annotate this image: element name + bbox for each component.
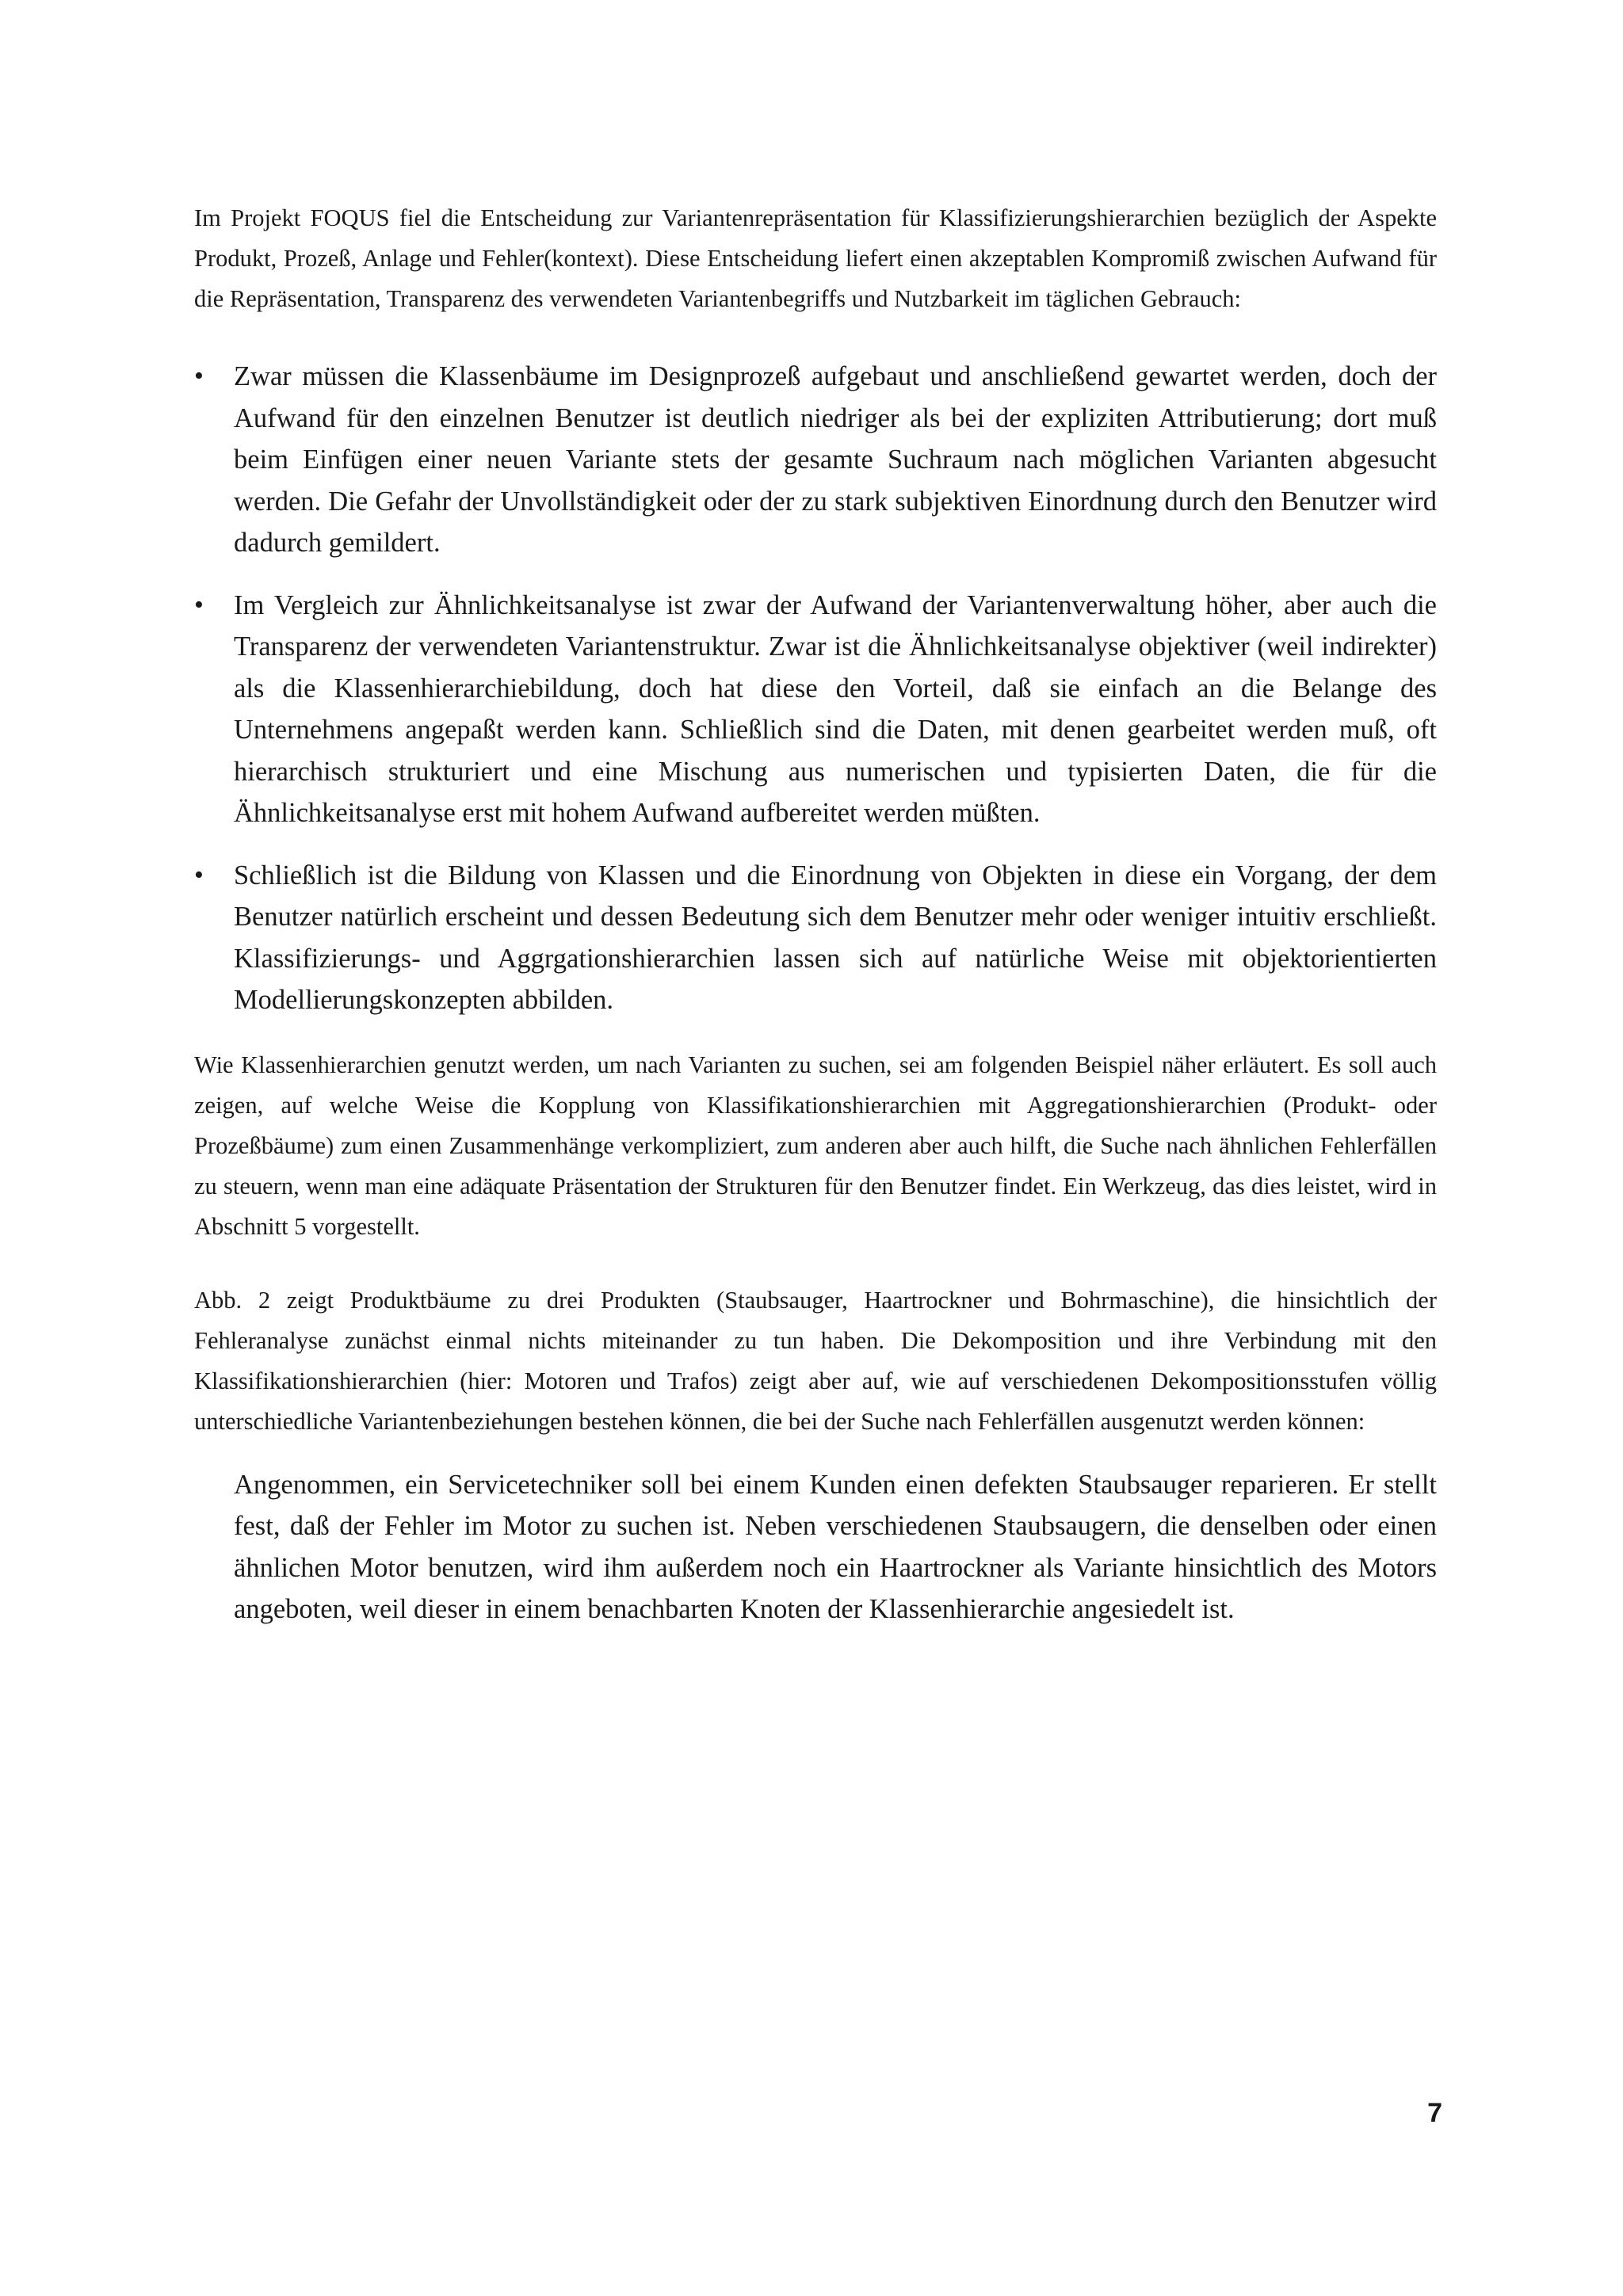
bullet-dot-icon: • bbox=[194, 860, 204, 890]
bullet-text: Schließlich ist die Bildung von Klassen und die Einordnung von Objekten in diese ein Vorgang, der dem Benutzer natürlich erscheint und dessen Bedeutung sich dem Benutzer mehr oder weniger intuitiv erschließt. Klassifizierungs- und Aggrgationshierarchien lassen sich auf natürliche Weise mit objektorientierten Modellierungskonzepten abbilden. bbox=[234, 860, 1437, 1015]
bullet-item bbox=[194, 585, 1437, 834]
bullet-dot-icon: • bbox=[194, 589, 204, 620]
text-column bbox=[194, 198, 1437, 1630]
bullet-dot-icon: • bbox=[194, 361, 204, 391]
bullet-item bbox=[194, 356, 1437, 564]
bullet-text: Im Vergleich zur Ähnlichkeitsanalyse ist zwar der Aufwand der Variantenverwaltung höher, aber auch die Transparenz der verwendeten Variantenstruktur. Zwar ist die Ähnlichkeitsanalyse objektiver (weil indirekter) als die Klassenhierarchiebildung, doch hat diese den Vorteil, daß sie einfach an die Belange des Unternehmens angepaßt werden kann. Schließlich sind die Daten, mit denen gearbeitet werden muß, oft hierarchisch strukturiert und eine Mischung aus numerischen und typisierten Daten, die für die Ähnlichkeitsanalyse erst mit hohem Aufwand aufbereitet werden müßten. bbox=[234, 589, 1437, 828]
bullet-text: Zwar müssen die Klassenbäume im Designprozeß aufgebaut und anschließend gewartet werden, doch der Aufwand für den einzelnen Benutzer ist deutlich niedriger als bei der expliziten Attributierung; dort muß beim Einfügen einer neuen Variante stets der gesamte Suchraum nach möglichen Varianten abgesucht werden. Die Gefahr der Unvollständigkeit oder der zu stark subjektiven Einordnung durch den Benutzer wird dadurch gemildert. bbox=[234, 361, 1437, 558]
page-number: 7 bbox=[1427, 2098, 1442, 2128]
bullet-item bbox=[194, 855, 1437, 1021]
bullet-list bbox=[194, 356, 1437, 1021]
example-paragraph: Angenommen, ein Servicetechniker soll bei einem Kunden einen defekten Staubsauger reparieren. Er stellt fest, daß der Fehler im Motor zu suchen ist. Neben verschiedenen Staubsaugern, die denselben oder einen ähnlichen Motor benutzen, wird ihm außerdem noch ein Haartrockner als Variante hinsichtlich des Motors angeboten, weil dieser in einem benachbarten Knoten der Klassenhierarchie angesiedelt ist. bbox=[234, 1469, 1437, 1624]
intro-paragraph: Im Projekt FOQUS fiel die Entscheidung zur Variantenrepräsentation für Klassifizierungshierarchien bezüglich der Aspekte Produkt, Prozeß, Anlage und Fehler(kontext). Diese Entscheidung liefert einen akzeptablen Kompromiß zwischen Aufwand für die Repräsentation, Transparenz des verwendeten Variantenbegriffs und Nutzbarkeit im täglichen Gebrauch: bbox=[194, 204, 1437, 312]
body-paragraph: Wie Klassenhierarchien genutzt werden, um nach Varianten zu suchen, sei am folgenden Beispiel näher erläutert. Es soll auch zeigen, auf welche Weise die Kopplung von Klassifikationshierarchien mit Aggregationshierarchien (Produkt- oder Prozeßbäume) zum einen Zusammenhänge verkompliziert, zum anderen aber auch hilft, die Suche nach ähnlichen Fehlerfällen zu steuern, wenn man eine adäquate Präsentation der Strukturen für den Benutzer findet. Ein Werkzeug, das dies leistet, wird in Abschnitt 5 vorgestellt. bbox=[194, 1051, 1437, 1240]
body-paragraph: Abb. 2 zeigt Produktbäume zu drei Produkten (Staubsauger, Haartrockner und Bohrmaschine), die hinsichtlich der Fehleranalyse zunächst einmal nichts miteinander zu tun haben. Die Dekomposition und ihre Verbindung mit den Klassifikationshierarchien (hier: Motoren und Trafos) zeigt aber auf, wie auf verschiedenen Dekompositionsstufen völlig unterschiedliche Variantenbeziehungen bestehen können, die bei der Suche nach Fehlerfällen ausgenutzt werden können: bbox=[194, 1286, 1437, 1435]
